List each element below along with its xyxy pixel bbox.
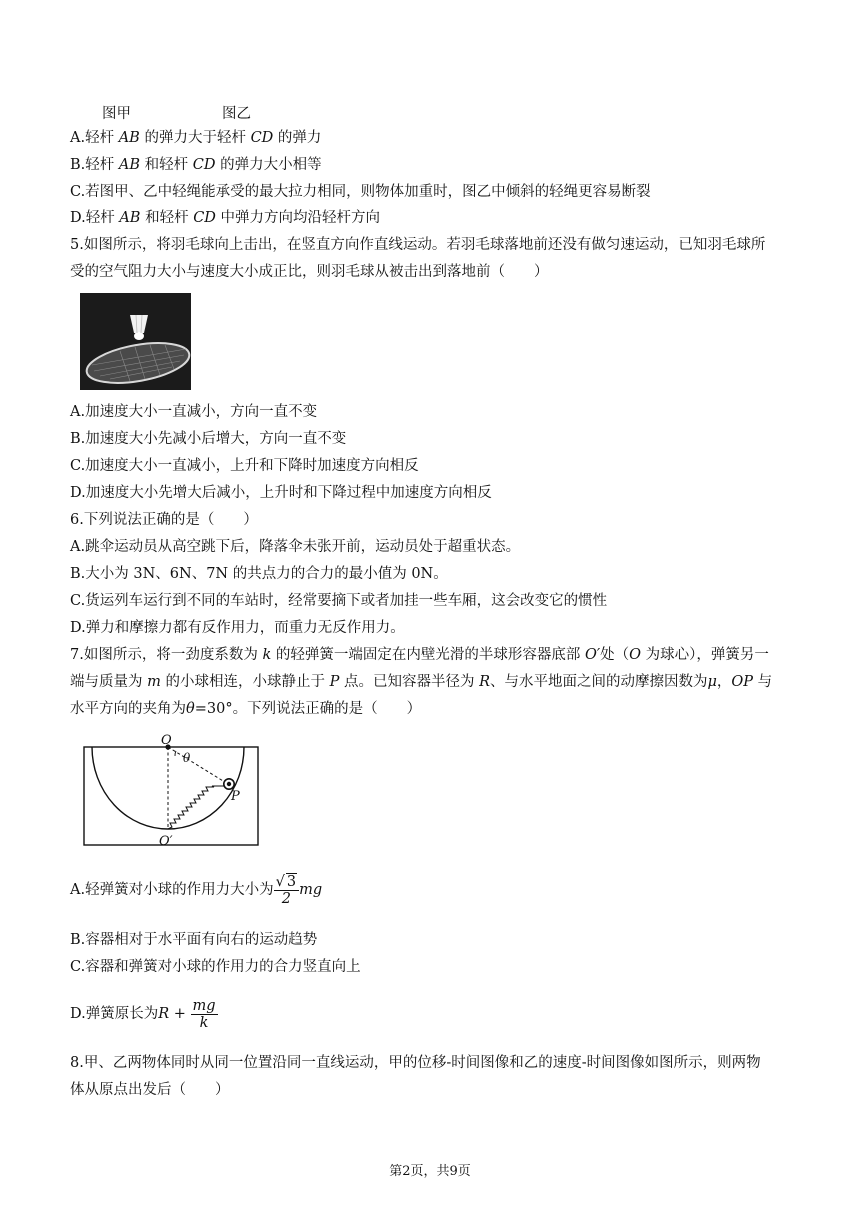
q6-option-d: D.弹力和摩擦力都有反作用力，而重力无反作用力。 [70, 620, 405, 636]
label-theta: θ [183, 751, 191, 765]
figure-caption-b: 图乙 [222, 106, 251, 122]
q7-option-b: B.容器相对于水平面有向右的运动趋势 [70, 932, 318, 948]
mg-over-k: $\frac{mg}{k}$ [192, 997, 216, 1031]
bowl-spring-diagram [80, 734, 262, 852]
badminton-photo [80, 293, 191, 390]
q4-option-b: B.轻杆 AB 和轻杆 CD 的弹力大小相等 [70, 157, 322, 173]
sqrt3-over-2: $\frac{√ 3}{2}$ [274, 873, 299, 907]
q4-option-d: D.轻杆 AB 和轻杆 CD 中弹力方向均沿轻杆方向 [70, 210, 381, 226]
q4-option-c: C.若图甲、乙中轻绳能承受的最大拉力相同，则物体加重时，图乙中倾斜的轻绳更容易断裂 [70, 184, 651, 200]
q6-stem: 6.下列说法正确的是（ ） [70, 512, 258, 528]
op-line [168, 747, 228, 784]
q5-stem-line2: 受的空气阻力大小与速度大小成正比，则羽毛球从被击出到落地前（ ） [70, 264, 549, 280]
q5-option-b: B.加速度大小先减小后增大，方向一直不变 [70, 431, 347, 447]
q5-option-d: D.加速度大小先增大后减小，上升时和下降过程中加速度方向相反 [70, 485, 492, 501]
q4-option-a: A.轻杆 AB 的弹力大于轻杆 CD 的弹力 [70, 130, 322, 146]
q6-option-b: B.大小为 3N、6N、7N 的共点力的合力的最小值为 0N。 [70, 566, 448, 582]
q7-option-a: A.轻弹簧对小球的作用力大小为 $\frac{√ 3}{2}$ mg [70, 874, 323, 907]
q7-option-c: C.容器和弹簧对小球的作用力的合力竖直向上 [70, 959, 361, 975]
label-p: P [231, 789, 240, 804]
q7-stem-line2: 端与质量为 m 的小球相连，小球静止于 P 点。已知容器半径为 R、与水平地面之间的动摩擦因数为μ，OP 与 [70, 674, 773, 690]
q8-stem-line1: 8.甲、乙两物体同时从同一位置沿同一直线运动，甲的位移-时间图像和乙的速度-时间图像如图所示，则两物 [70, 1055, 761, 1071]
q6-option-a: A.跳伞运动员从高空跳下后，降落伞未张开前，运动员处于超重状态。 [70, 539, 521, 555]
q8-stem-line2: 体从原点出发后（ ） [70, 1082, 230, 1098]
label-o: O [161, 734, 172, 748]
q7-stem-line3: 水平方向的夹角为θ=30°。下列说法正确的是（ ） [70, 701, 422, 717]
q6-option-c: C.货运列车运行到不同的车站时，经常要摘下或者加挂一些车厢，这会改变它的惯性 [70, 593, 608, 609]
q5-option-c: C.加速度大小一直减小，上升和下降时加速度方向相反 [70, 458, 419, 474]
q7-stem-line1: 7.如图所示，将一劲度系数为 k 的轻弹簧一端固定在内壁光滑的半球形容器底部 O′处（O 为球心），弹簧另一 [70, 647, 769, 663]
q5-option-a: A.加速度大小一直减小，方向一直不变 [70, 404, 318, 420]
figure-caption-a: 图甲 [102, 106, 131, 122]
q5-stem-line1: 5.如图所示，将羽毛球向上击出，在竖直方向作直线运动。若羽毛球落地前还没有做匀速运动，已知羽毛球所 [70, 237, 766, 253]
label-o-prime: O′ [159, 834, 173, 849]
q7-option-d: D.弹簧原长为R + $\frac{mg}{k}$ [70, 997, 216, 1031]
page-footer: 第2页，共9页 [389, 1164, 471, 1179]
